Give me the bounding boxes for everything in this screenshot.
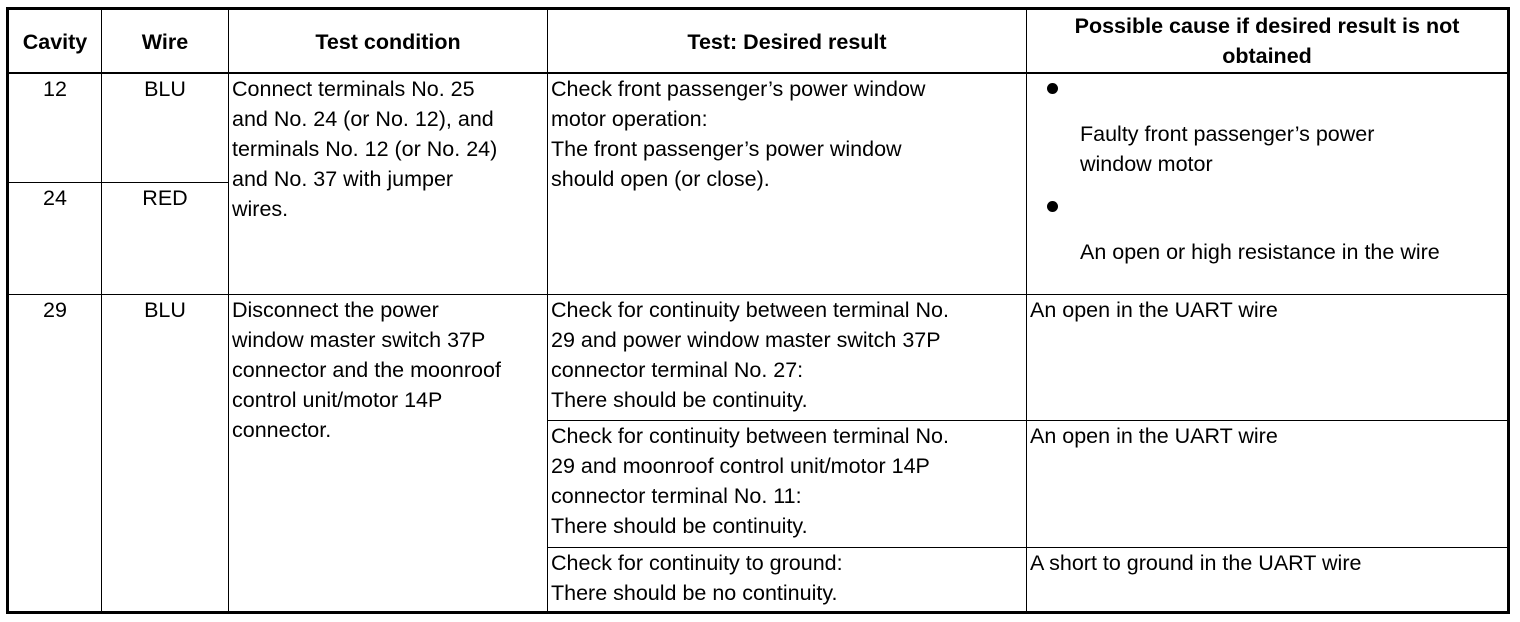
desired-result-cell: Check for continuity between terminal No. 29 and moonroof control unit/motor 14P connector terminal No. 11: There should be continuity. bbox=[548, 421, 1027, 548]
header-cavity: Cavity bbox=[8, 9, 102, 73]
possible-cause-cell: An open in the UART wire bbox=[1027, 421, 1509, 548]
test-condition-cell: Disconnect the power window master switch 37P connector and the moonroof control unit/motor 14P connector. bbox=[229, 295, 548, 613]
wire-cell: BLU bbox=[102, 295, 229, 613]
table-row bbox=[8, 295, 1509, 421]
table-row bbox=[8, 73, 1509, 183]
desired-result-cell: Check for continuity between terminal No. 29 and power window master switch 37P connector terminal No. 27: There should be continuity. bbox=[548, 295, 1027, 421]
header-row bbox=[8, 9, 1509, 73]
header-desired-result: Test: Desired result bbox=[548, 9, 1027, 73]
desired-result-cell: Check front passenger’s power window motor operation: The front passenger’s power window should open (or close). bbox=[548, 73, 1027, 295]
bullet-icon bbox=[1030, 192, 1504, 222]
cavity-cell: 12 bbox=[8, 73, 102, 183]
possible-cause-cell: An open in the UART wire bbox=[1027, 295, 1509, 421]
desired-result-cell: Check for continuity to ground: There should be no continuity. bbox=[548, 548, 1027, 613]
cavity-cell: 29 bbox=[8, 295, 102, 613]
bullet-icon bbox=[1030, 74, 1504, 104]
wire-cell: RED bbox=[102, 183, 229, 295]
cause-list bbox=[1030, 74, 1504, 267]
troubleshooting-table bbox=[6, 7, 1510, 614]
header-wire: Wire bbox=[102, 9, 229, 73]
cause-item: Faulty front passenger’s power window motor bbox=[1080, 121, 1375, 176]
test-condition-cell: Connect terminals No. 25 and No. 24 (or No. 12), and terminals No. 12 (or No. 24) and No. 37 with jumper wires. bbox=[229, 73, 548, 295]
possible-cause-cell: A short to ground in the UART wire bbox=[1027, 548, 1509, 613]
possible-cause-cell bbox=[1027, 73, 1509, 295]
cavity-cell: 24 bbox=[8, 183, 102, 295]
header-test-condition: Test condition bbox=[229, 9, 548, 73]
header-possible-cause: Possible cause if desired result is not obtained bbox=[1027, 9, 1509, 73]
cause-item: An open or high resistance in the wire bbox=[1080, 239, 1440, 264]
wire-cell: BLU bbox=[102, 73, 229, 183]
